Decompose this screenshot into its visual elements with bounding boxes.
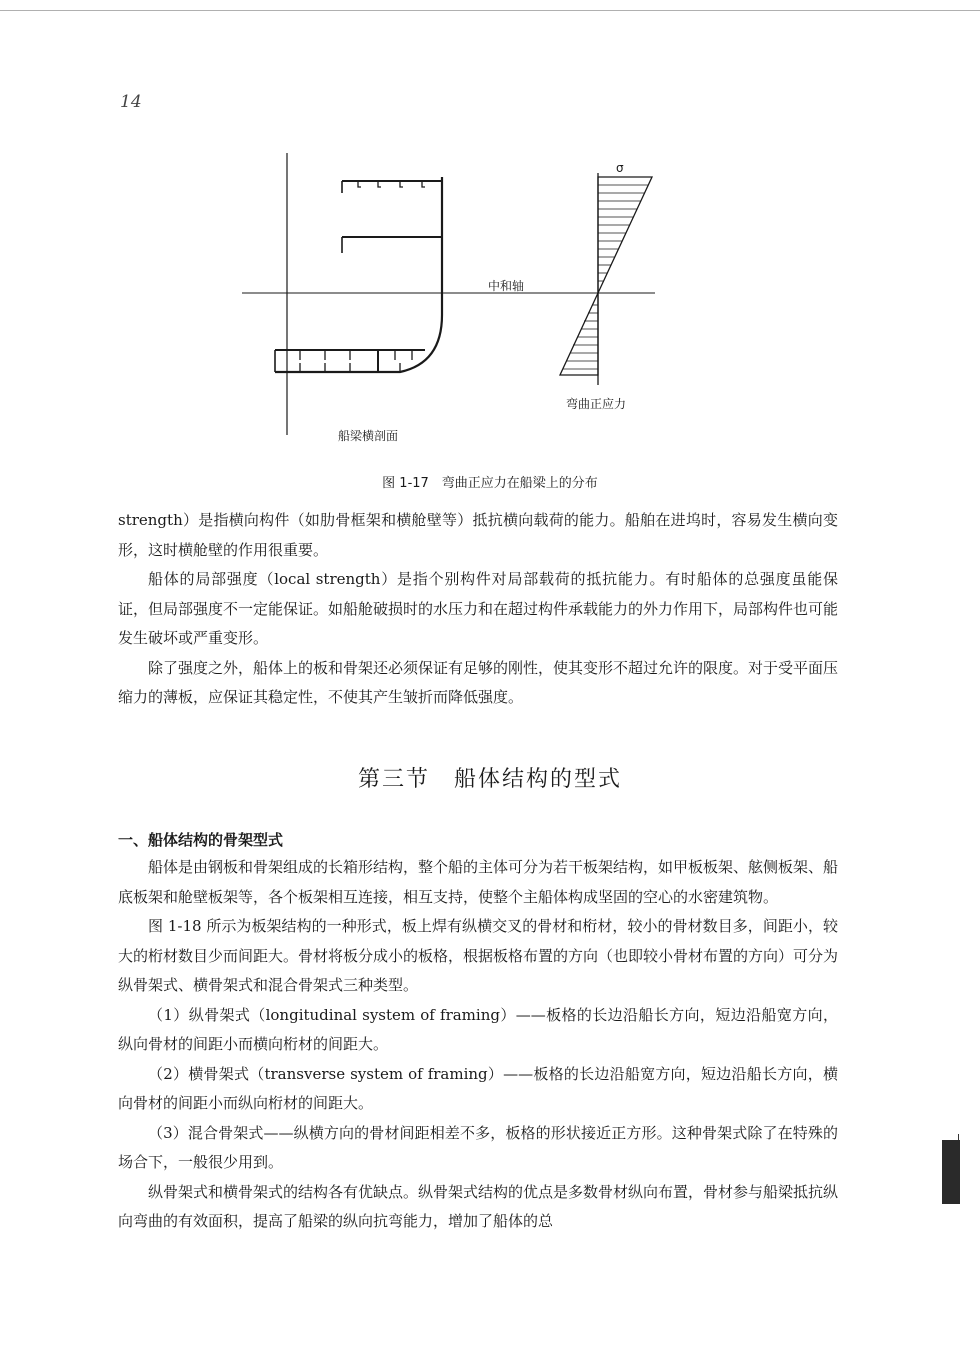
section-title: 第三节 船体结构的型式 (357, 767, 622, 792)
stress-triangle-top (598, 177, 652, 293)
paragraph: strength）是指横向构件（如肋骨框架和横舱壁等）抵抗横向载荷的能力。船舶在进坞时，容易发生横向变形，这时横舱壁的作用很重要。 (118, 511, 838, 559)
page-number: 14 (120, 92, 142, 112)
paragraph: （2）横骨架式（transverse system of framing）——板格的长边沿船宽方向，短边沿船长方向，横向骨材的间距小而纵向桁材的间距大。 (118, 1064, 838, 1112)
edge-tab-mark (942, 1140, 960, 1204)
bending-stress-label: 弯曲正应力 (566, 397, 627, 411)
figure-bending-stress (230, 145, 670, 465)
paragraph: 纵骨架式和横骨架式的结构各有优缺点。纵骨架式结构的优点是多数骨材纵向布置，骨材参与船梁抵抗纵向弯曲的有效面积，提高了船梁的纵向抗弯能力，增加了船体的总 (118, 1182, 839, 1230)
paragraph: 图 1-18 所示为板架结构的一种形式，板上焊有纵横交叉的骨材和桁材，较小的骨材数目多，间距小，较大的桁材数目少而间距大。骨材将板分成小的板格，根据板格布置的方向（也即较小骨材布置的方向）可分为纵骨架式、横骨架式和混合骨架式三种类型。 (118, 917, 839, 994)
side-shell-line (275, 177, 442, 372)
body-text-top (118, 506, 838, 713)
paragraph: （1）纵骨架式（longitudinal system of framing）——板格的长边沿船长方向，短边沿船宽方向，纵向骨材的间距小而横向桁材的间距大。 (118, 1005, 838, 1053)
hull-section-diagram (230, 145, 670, 465)
paragraph: （3）混合骨架式——纵横方向的骨材间距相差不多，板格的形状接近正方形。这种骨架式除了在特殊的场合下，一般很少用到。 (118, 1123, 838, 1171)
figure-caption: 图 1-17 弯曲正应力在船梁上的分布 (382, 476, 598, 491)
body-text-bottom (118, 853, 838, 1237)
paragraph: 除了强度之外，船体上的板和骨架还必须保证有足够的刚性，使其变形不超过允许的限度。对于受平面压缩力的薄板，应保证其稳定性，不使其产生皱折而降低强度。 (118, 658, 839, 706)
sigma-label: σ (616, 161, 624, 175)
paragraph: 船体是由钢板和骨架组成的长箱形结构，整个船的主体可分为若干板架结构，如甲板板架、舷侧板架、船底板架和舱壁板架等，各个板架相互连接，相互支持，使整个主船体构成坚固的空心的水密建筑物。 (118, 858, 839, 906)
neutral-axis-label: 中和轴 (488, 279, 525, 293)
subheading: 一、船体结构的骨架型式 (118, 831, 284, 849)
top-border-line (0, 10, 980, 11)
paragraph: 船体的局部强度（local strength）是指个别构件对局部载荷的抵抗能力。有时船体的总强度虽能保证，但局部强度不一定能保证。如船舱破损时的水压力和在超过构件承载能力的外力作用下，局部构件也可能发生破坏或严重变形。 (118, 570, 839, 647)
section-label: 船梁横剖面 (338, 429, 399, 443)
